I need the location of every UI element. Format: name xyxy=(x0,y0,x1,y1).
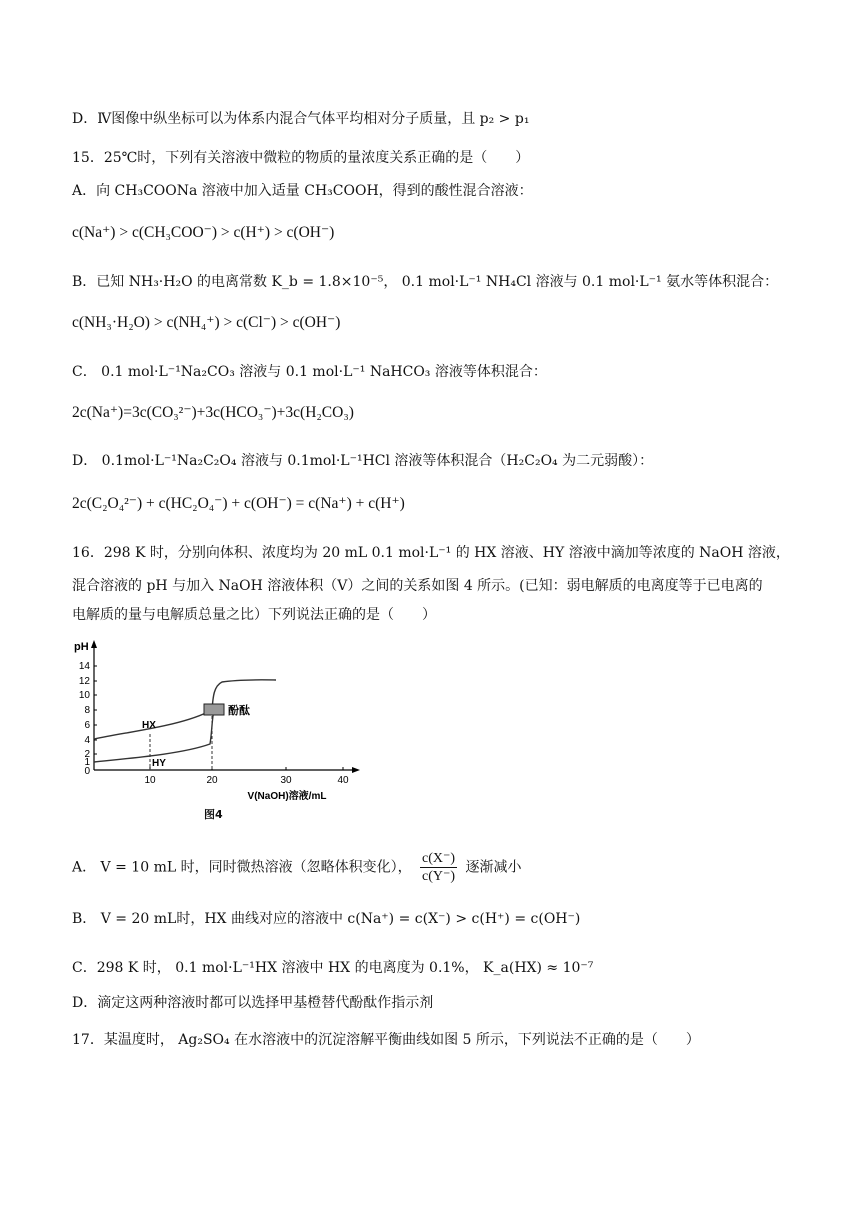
q15-option-d: D． 0.1mol·L⁻¹Na₂C₂O₄ 溶液与 0.1mol·L⁻¹HCl 溶液等体积混合（H₂C₂O₄ 为二元弱酸）： xyxy=(72,453,654,469)
x-tick-40: 40 xyxy=(337,775,349,786)
figure-4-titration-chart xyxy=(72,636,372,806)
y-tick-4: 4 xyxy=(84,735,90,746)
y-axis-arrow xyxy=(91,640,97,648)
y-tick-14: 14 xyxy=(78,661,90,672)
q16-option-d: D．滴定这两种溶液时都可以选择甲基橙替代酚酞作指示剂 xyxy=(72,995,434,1011)
y-axis-label: pH xyxy=(74,641,89,653)
q16-stem-line-3: 电解质的量与电解质总量之比）下列说法正确的是（ ） xyxy=(72,607,436,623)
y-tick-6: 6 xyxy=(84,720,90,731)
q16-option-a-suffix: 逐渐减小 xyxy=(465,859,522,876)
y-tick-10: 10 xyxy=(78,690,90,701)
x-axis-arrow xyxy=(352,767,360,773)
y-tick-12: 12 xyxy=(78,676,90,687)
phenolphthalein-range-box xyxy=(204,704,224,715)
hx-label: HX xyxy=(142,720,156,731)
x-tick-30: 30 xyxy=(280,775,292,786)
q16-option-a xyxy=(72,850,522,885)
x-tick-10: 10 xyxy=(144,775,156,786)
y-tick-2: 2 xyxy=(84,749,90,760)
fraction-denominator: c(Y⁻) xyxy=(422,869,456,884)
q15-option-d-equation: 2c(C₂O₄²⁻) + c(HC₂O₄⁻) + c(OH⁻) = c(Na⁺) + c(H⁺) xyxy=(72,495,405,512)
q15-stem: 15．25℃时，下列有关溶液中微粒的物质的量浓度关系正确的是（ ） xyxy=(72,150,530,166)
q16-stem-line-1: 16．298 K 时，分别向体积、浓度均为 20 mL 0.1 mol·L⁻¹ 的 HX 溶液、HY 溶液中滴加等浓度的 NaOH 溶液， xyxy=(72,545,790,561)
q15-option-a-equation: c(Na⁺) > c(CH₃COO⁻) > c(H⁺) > c(OH⁻) xyxy=(72,224,335,241)
q15-option-a: A．向 CH₃COONa 溶液中加入适量 CH₃COOH，得到的酸性混合溶液： xyxy=(72,183,533,199)
y-tick-8: 8 xyxy=(84,705,90,716)
q16-stem-line-2: 混合溶液的 pH 与加入 NaOH 溶液体积（V）之间的关系如图 4 所示。(已知：弱电解质的电离度等于已电离的 xyxy=(72,578,763,594)
q15-option-c: C． 0.1 mol·L⁻¹Na₂CO₃ 溶液与 0.1 mol·L⁻¹ NaHCO₃ 溶液等体积混合： xyxy=(72,364,547,380)
q16-option-a-prefix: A． V = 10 mL 时，同时微热溶液（忽略体积变化）， xyxy=(72,859,412,876)
x-axis-label: V(NaOH)溶液/mL xyxy=(247,791,327,802)
q17-stem: 17．某温度时， Ag₂SO₄ 在水溶液中的沉淀溶解平衡曲线如图 5 所示，下列说法不正确的是（ ） xyxy=(72,1032,700,1048)
y-tick-1: 1 xyxy=(84,757,90,768)
fraction-numerator: c(X⁻) xyxy=(422,851,456,866)
q16-option-a-fraction xyxy=(420,850,457,885)
x-tick-20: 20 xyxy=(206,775,218,786)
q15-option-c-equation: 2c(Na⁺)=3c(CO₃²⁻)+3c(HCO₃⁻)+3c(H₂CO₃) xyxy=(72,404,354,421)
figure-caption: 图4 xyxy=(204,808,223,821)
q16-option-b: B． V = 20 mL时，HX 曲线对应的溶液中 c(Na⁺) = c(X⁻) > c(H⁺) = c(OH⁻) xyxy=(72,911,581,927)
q15-option-b-equation: c(NH₃·H₂O) > c(NH₄⁺) > c(Cl⁻) > c(OH⁻) xyxy=(72,314,341,331)
q14-option-d: D．Ⅳ图像中纵坐标可以为体系内混合气体平均相对分子质量，且 p₂ > p₁ xyxy=(72,111,530,127)
q16-option-c: C．298 K 时， 0.1 mol·L⁻¹HX 溶液中 HX 的电离度为 0.1%， K_a(HX) ≈ 10⁻⁷ xyxy=(72,960,594,976)
hy-label: HY xyxy=(152,758,166,769)
y-tick-0: 0 xyxy=(84,766,90,777)
indicator-label: 酚酞 xyxy=(228,705,250,717)
q15-option-b: B．已知 NH₃·H₂O 的电离常数 K_b = 1.8×10⁻⁵， 0.1 mol·L⁻¹ NH₄Cl 溶液与 0.1 mol·L⁻¹ 氨水等体积混合： xyxy=(72,274,779,290)
